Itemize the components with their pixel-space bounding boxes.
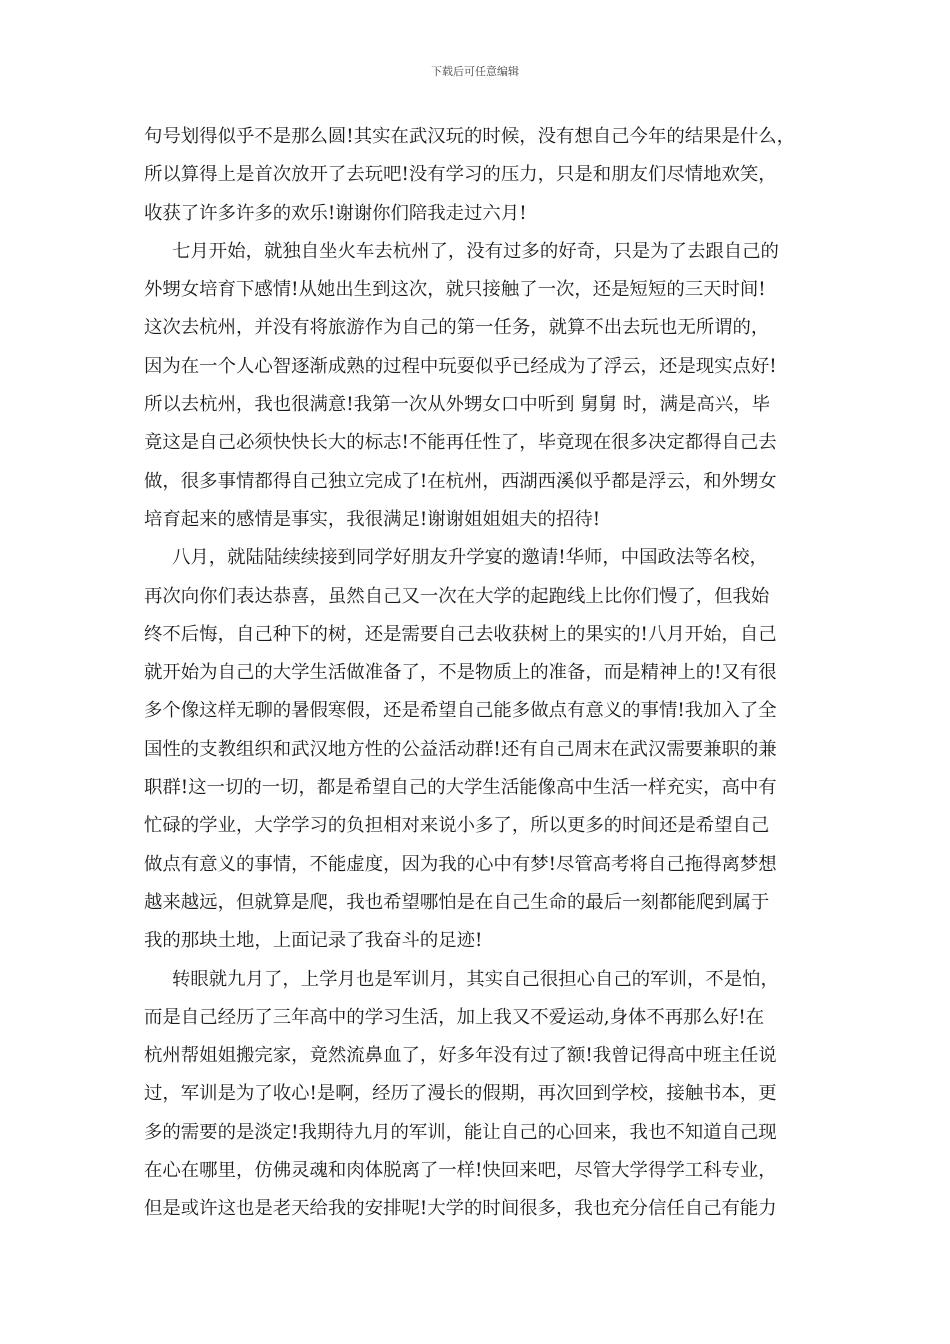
text-line: 在心在哪里，仿佛灵魂和肉体脱离了一样!快回来吧，尽管大学得学工科专业， — [144, 1160, 777, 1182]
text-line: 外甥女培育下感情!从她出生到这次，就只接触了一次，还是短短的三天时间! — [144, 279, 766, 301]
paragraph-start-line: 转眼就九月了，上学月也是军训月，其实自己很担心自己的军训，不是怕， — [172, 968, 779, 990]
text-line: 杭州帮姐姐搬完家，竟然流鼻血了，好多年没有过了额!我曾记得高中班主任说 — [144, 1045, 777, 1067]
text-line: 多的需要的是淡定!我期待九月的军训，能让自己的心回来，我也不知道自己现 — [144, 1121, 777, 1143]
text-line: 做，很多事情都得自己独立完成了!在杭州，西湖西溪似乎都是浮云，和外甥女 — [144, 470, 777, 492]
text-line: 职群!这一切的一切，都是希望自己的大学生活能像高中生活一样充实，高中有 — [144, 777, 777, 799]
paragraph-start-line: 七月开始，就独自坐火车去杭州了，没有过多的好奇，只是为了去跟自己的 — [172, 240, 779, 262]
text-line: 而是自己经历了三年高中的学习生活，加上我又不爱运动,身体不再那么好!在 — [144, 1006, 765, 1028]
text-line: 国性的支教组织和武汉地方性的公益活动群!还有自己周末在武汉需要兼职的兼 — [144, 738, 777, 760]
paragraph-start-line: 八月，就陆陆续续接到同学好朋友升学宴的邀请!华师，中国政法等名校， — [172, 547, 768, 569]
text-line: 过，军训是为了收心!是啊，经历了漫长的假期，再次回到学校，接触书本，更 — [144, 1083, 777, 1105]
text-line: 做点有意义的事情，不能虚度，因为我的心中有梦!尽管高考将自己拖得离梦想 — [144, 853, 777, 875]
text-line: 这次去杭州，并没有将旅游作为自己的第一任务，就算不出去玩也无所谓的， — [144, 317, 770, 339]
text-line: 就开始为自己的大学生活做准备了，不是物质上的准备，而是精神上的!又有很 — [144, 662, 777, 684]
text-line: 终不后悔，自己种下的树，还是需要自己去收获树上的果实的!八月开始，自己 — [144, 623, 777, 645]
text-line: 再次向你们表达恭喜，虽然自己又一次在大学的起跑线上比你们慢了，但我始 — [144, 585, 770, 607]
text-line: 所以去杭州，我也很满意!我第一次从外甥女口中听到 舅舅 时，满是高兴，毕 — [144, 394, 770, 416]
text-line: 所以算得上是首次放开了去玩吧!没有学习的压力，只是和朋友们尽情地欢笑， — [144, 164, 777, 186]
text-line: 多个像这样无聊的暑假寒假，还是希望自己能多做点有意义的事情!我加入了全 — [144, 700, 777, 722]
text-line: 培育起来的感情是事实，我很满足!谢谢姐姐姐夫的招待! — [144, 508, 601, 530]
text-line: 但是或许这也是老天给我的安排呢!大学的时间很多，我也充分信任自己有能力 — [144, 1198, 777, 1220]
text-line: 句号划得似乎不是那么圆!其实在武汉玩的时候，没有想自己今年的结果是什么， — [144, 126, 796, 147]
text-line: 忙碌的学业，大学学习的负担相对来说小多了，所以更多的时间还是希望自己 — [144, 815, 770, 837]
text-line: 越来越远，但就算是爬，我也希望哪怕是在自己生命的最后一刻都能爬到属于 — [144, 891, 770, 913]
page-header: 下载后可任意编辑 — [431, 65, 519, 78]
text-line: 因为在一个人心智逐渐成熟的过程中玩耍似乎已经成为了浮云，还是现实点好! — [144, 355, 777, 377]
text-line: 收获了许多许多的欢乐!谢谢你们陪我走过六月! — [144, 202, 527, 224]
text-line: 竟这是自己必须快快长大的标志!不能再任性了，毕竟现在很多决定都得自己去 — [144, 432, 777, 454]
text-line: 我的那块土地，上面记录了我奋斗的足迹! — [144, 930, 483, 952]
document-body — [144, 118, 812, 1229]
